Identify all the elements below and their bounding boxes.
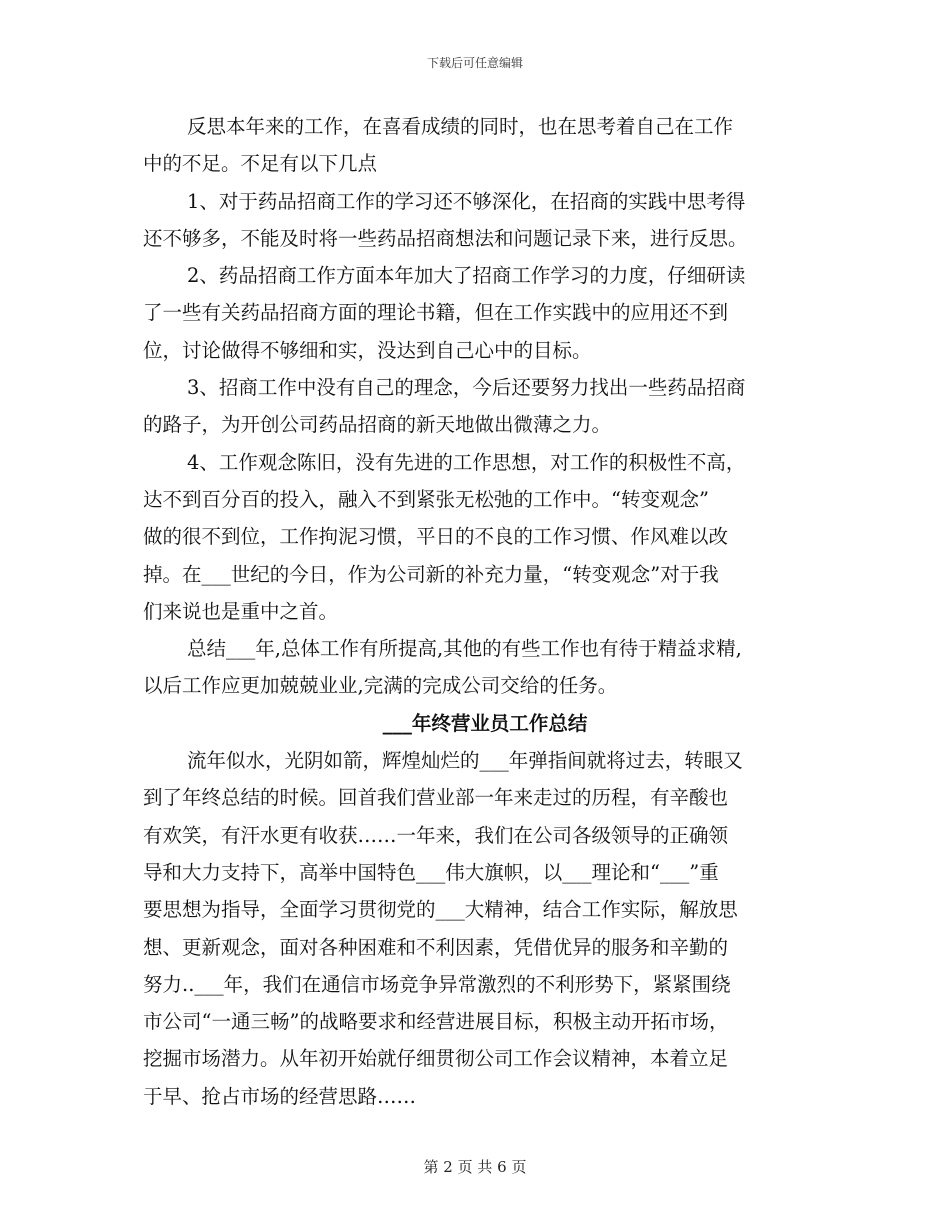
paragraph-line: 3、招商工作中没有自己的理念，今后还要努力找出一些药品招商 [187, 376, 746, 400]
paragraph-line: 的路子，为开创公司药品招商的新天地做出微薄之力。 [143, 413, 612, 437]
paragraph-line: 总结___年,总体工作有所提高,其他的有些工作也有待于精益求精, [187, 637, 742, 661]
paragraph-line: 达不到百分百的投入，融入不到紧张无松弛的工作中。“转变观念” [143, 487, 709, 511]
paragraph-line: 想、更新观念，面对各种困难和不利因素，凭借优异的服务和辛勤的 [143, 935, 729, 959]
document-body [143, 108, 823, 1115]
paragraph-line: 要思想为指导，全面学习贯彻党的___大精神，结合工作实际，解放思 [143, 898, 738, 922]
paragraph-line: 还不够多，不能及时将一些药品招商想法和问题记录下来，进行反思。 [143, 226, 748, 250]
header-note: 下载后可任意编辑 [426, 56, 523, 70]
paragraph-line: 努力..___年，我们在通信市场竞争异常激烈的不利形势下，紧紧围绕 [143, 972, 731, 996]
paragraph-line: 挖掘市场潜力。从年初开始就仔细贯彻公司工作会议精神，本着立足 [143, 1047, 729, 1071]
paragraph-line: 中的不足。不足有以下几点 [143, 152, 378, 176]
section-title: ___年终营业员工作总结 [382, 711, 588, 735]
paragraph-line: 导和大力支持下，高举中国特色___伟大旗帜，以___理论和“___”重 [143, 860, 719, 884]
paragraph-line: 掉。在___世纪的今日，作为公司新的补充力量，“转变观念”对于我 [143, 562, 719, 586]
paragraph-line: 做的很不到位，工作拘泥习惯，平日的不良的工作习惯、作风难以改 [143, 525, 729, 549]
paragraph-line: 市公司“一通三畅”的战略要求和经营进展目标，积极主动开拓市场， [143, 1010, 729, 1034]
paragraph-line: 了一些有关药品招商方面的理论书籍，但在工作实践中的应用还不到 [143, 301, 729, 325]
paragraph-line: 于早、抢占市场的经营思路…… [143, 1084, 417, 1108]
paragraph-line: 反思本年来的工作，在喜看成绩的同时，也在思考着自己在工作 [187, 115, 734, 138]
paragraph-line: 到了年终总结的时候。回首我们营业部一年来走过的历程，有辛酸也 [143, 786, 729, 810]
paragraph-line: 们来说也是重中之首。 [143, 599, 339, 623]
paragraph-line: 有欢笑，有汗水更有收获……一年来，我们在公司各级领导的正确领 [143, 823, 729, 847]
paragraph-line: 流年似水，光阴如箭，辉煌灿烂的___年弹指间就将过去，转眼又 [187, 749, 743, 773]
paragraph-line: 以后工作应更加兢兢业业,完满的完成公司交给的任务。 [143, 674, 618, 698]
paragraph-line: 位，讨论做得不够细和实，没达到自己心中的目标。 [143, 338, 592, 362]
page-number: 第 2 页 共 6 页 [423, 1158, 527, 1176]
paragraph-line: 2、药品招商工作方面本年加大了招商工作学习的力度，仔细研读 [187, 264, 746, 288]
paragraph-line: 4、工作观念陈旧，没有先进的工作思想，对工作的积极性不高， [187, 450, 746, 474]
paragraph-line: 1、对于药品招商工作的学习还不够深化，在招商的实践中思考得 [187, 189, 746, 213]
